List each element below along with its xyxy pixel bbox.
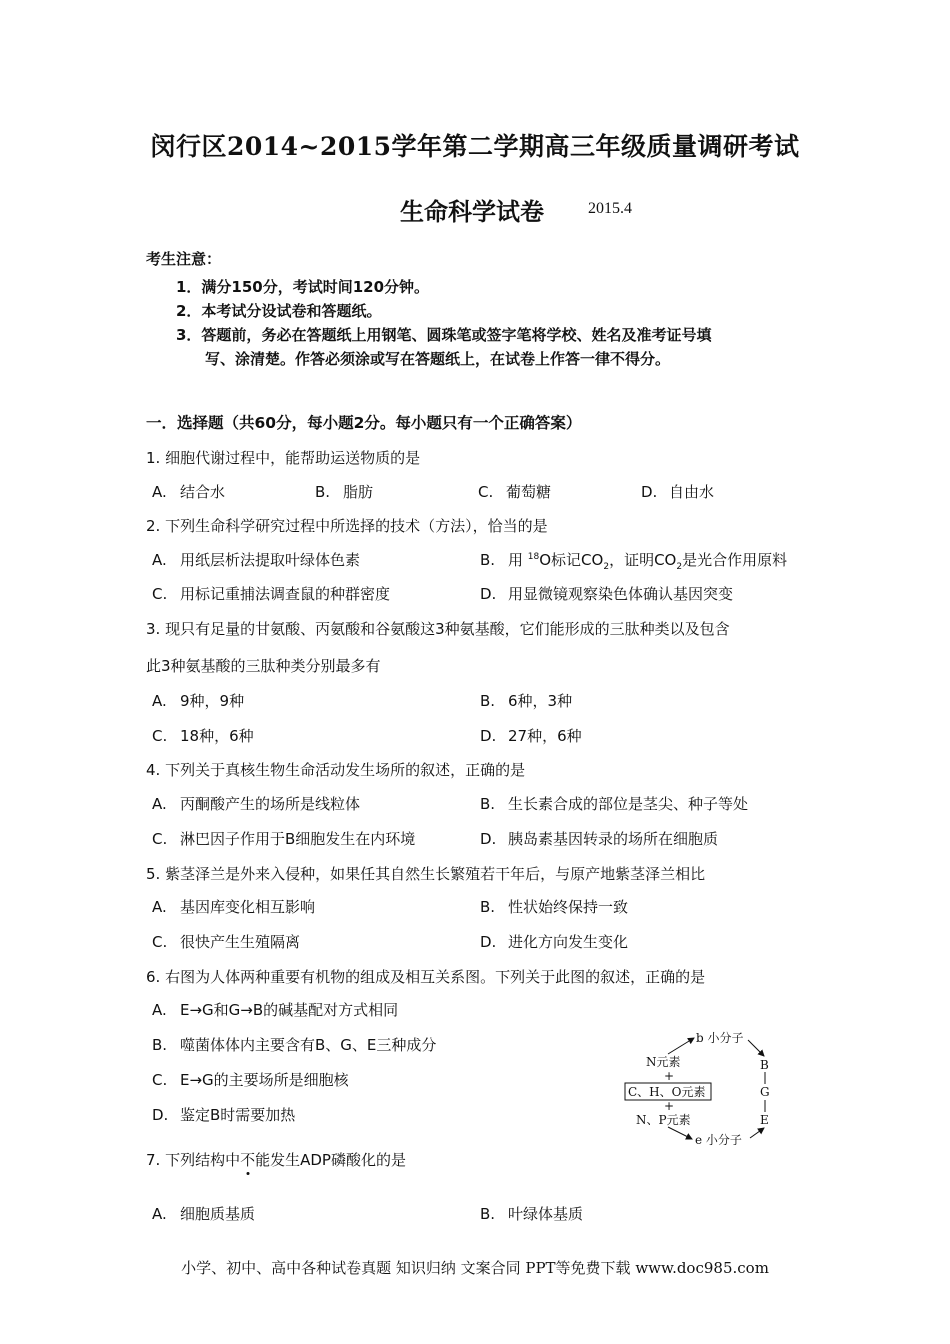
diagram-arrow-e-to-E bbox=[750, 1128, 764, 1138]
notice-heading: 考生注意： bbox=[146, 250, 222, 268]
q6-option-b: B. 噬菌体体内主要含有B、G、E三种成分 bbox=[152, 1036, 437, 1054]
question-7-stem: 7. 下列结构中不能发生ADP磷酸化的是 bbox=[146, 1151, 406, 1169]
diagram-arrow-b-to-B bbox=[748, 1040, 764, 1056]
diagram-label-B: B bbox=[760, 1058, 769, 1072]
q1-option-d: D. 自由水 bbox=[641, 483, 715, 501]
section-title: 一．选择题（共60分，每小题2分。每小题只有一个正确答案） bbox=[146, 414, 582, 432]
q1-option-c: C. 葡萄糖 bbox=[478, 483, 552, 501]
diagram-label-G: G bbox=[760, 1085, 770, 1099]
notice-item-2: 2．本考试分设试卷和答题纸。 bbox=[176, 302, 382, 320]
diagram-plus-1: + bbox=[664, 1069, 675, 1083]
question-3-stem-line2: 此3种氨基酸的三肽种类分别最多有 bbox=[146, 657, 381, 675]
q6-option-a: A. E→G和G→B的碱基配对方式相同 bbox=[152, 1001, 399, 1019]
diagram-b-small-molecule: b 小分子 bbox=[696, 1031, 744, 1045]
diagram-label-E: E bbox=[760, 1113, 769, 1127]
q3-option-a: A. 9种，9种 bbox=[152, 692, 245, 710]
diagram-cho-element: C、H、O元素 bbox=[628, 1085, 706, 1099]
diagram-n-element: N元素 bbox=[646, 1055, 681, 1069]
notice-item-1: 1．满分150分，考试时间120分钟。 bbox=[176, 278, 430, 296]
q5-option-a: A. 基因库变化相互影响 bbox=[152, 898, 316, 916]
q7-option-b: B. 叶绿体基质 bbox=[480, 1205, 584, 1223]
q3-option-c: C. 18种，6种 bbox=[152, 727, 254, 745]
q2-option-d: D. 用显微镜观察染色体确认基因突变 bbox=[480, 585, 734, 603]
q5-option-d: D. 进化方向发生变化 bbox=[480, 933, 629, 951]
exam-title: 闵行区2014~2015学年第二学期高三年级质量调研考试 bbox=[150, 132, 800, 161]
q6-option-c: C. E→G的主要场所是细胞核 bbox=[152, 1071, 349, 1089]
question-4-stem: 4. 下列关于真核生物生命活动发生场所的叙述，正确的是 bbox=[146, 761, 526, 779]
notice-item-3: 3．答题前，务必在答题纸上用钢笔、圆珠笔或签字笔将学校、姓名及准考证号填 bbox=[176, 326, 712, 344]
emphasis-not: 不 bbox=[240, 1151, 256, 1169]
diagram-e-small-molecule: e 小分子 bbox=[695, 1133, 742, 1147]
q2-option-a: A. 用纸层析法提取叶绿体色素 bbox=[152, 551, 361, 569]
q7-option-a: A. 细胞质基质 bbox=[152, 1205, 256, 1223]
q4-option-a: A. 丙酮酸产生的场所是线粒体 bbox=[152, 795, 361, 813]
q5-option-b: B. 性状始终保持一致 bbox=[480, 898, 629, 916]
q2-option-b: B. 用 $^{18}$O标记$CO_2$，证明$CO_2$是光合作用原料 bbox=[480, 551, 788, 572]
q2-option-c: C. 用标记重捕法调查鼠的种群密度 bbox=[152, 585, 391, 603]
q4-option-d: D. 胰岛素基因转录的场所在细胞质 bbox=[480, 830, 719, 848]
diagram-plus-2: + bbox=[664, 1099, 675, 1113]
q5-option-c: C. 很快产生生殖隔离 bbox=[152, 933, 301, 951]
exam-subtitle: 生命科学试卷 bbox=[400, 197, 544, 226]
q3-option-b: B. 6种，3种 bbox=[480, 692, 573, 710]
question-6-stem: 6. 右图为人体两种重要有机物的组成及相互关系图。下列关于此图的叙述，正确的是 bbox=[146, 968, 706, 986]
exam-date: 2015.4 bbox=[588, 200, 632, 217]
diagram-arrow-np-to-e bbox=[668, 1127, 692, 1139]
diagram-arrow-n-to-b bbox=[668, 1038, 694, 1054]
q6-diagram-svg bbox=[612, 1028, 782, 1150]
q1-option-a: A. 结合水 bbox=[152, 483, 226, 501]
page-footer: 小学、初中、高中各种试卷真题 知识归纳 文案合同 PPT等免费下载 www.doc985.com bbox=[181, 1259, 769, 1277]
question-1-stem: 1. 细胞代谢过程中，能帮助运送物质的是 bbox=[146, 449, 421, 467]
notice-item-3-cont: 写、涂清楚。作答必须涂或写在答题纸上，在试卷上作答一律不得分。 bbox=[205, 350, 671, 368]
question-3-stem-line1: 3. 现只有足量的甘氨酸、丙氨酸和谷氨酸这3种氨基酸，它们能形成的三肽种类以及包含 bbox=[146, 620, 730, 638]
question-5-stem: 5. 紫茎泽兰是外来入侵种，如果任其自然生长繁殖若干年后，与原产地紫茎泽兰相比 bbox=[146, 865, 706, 883]
q4-option-b: B. 生长素合成的部位是茎尖、种子等处 bbox=[480, 795, 749, 813]
diagram-np-element: N、P元素 bbox=[636, 1113, 691, 1127]
q6-diagram bbox=[612, 1028, 782, 1150]
q4-option-c: C. 淋巴因子作用于B细胞发生在内环境 bbox=[152, 830, 416, 848]
q1-option-b: B. 脂肪 bbox=[315, 483, 374, 501]
question-2-stem: 2. 下列生命科学研究过程中所选择的技术（方法），恰当的是 bbox=[146, 517, 548, 535]
q3-option-d: D. 27种，6种 bbox=[480, 727, 582, 745]
q6-option-d: D. 鉴定B时需要加热 bbox=[152, 1106, 296, 1124]
